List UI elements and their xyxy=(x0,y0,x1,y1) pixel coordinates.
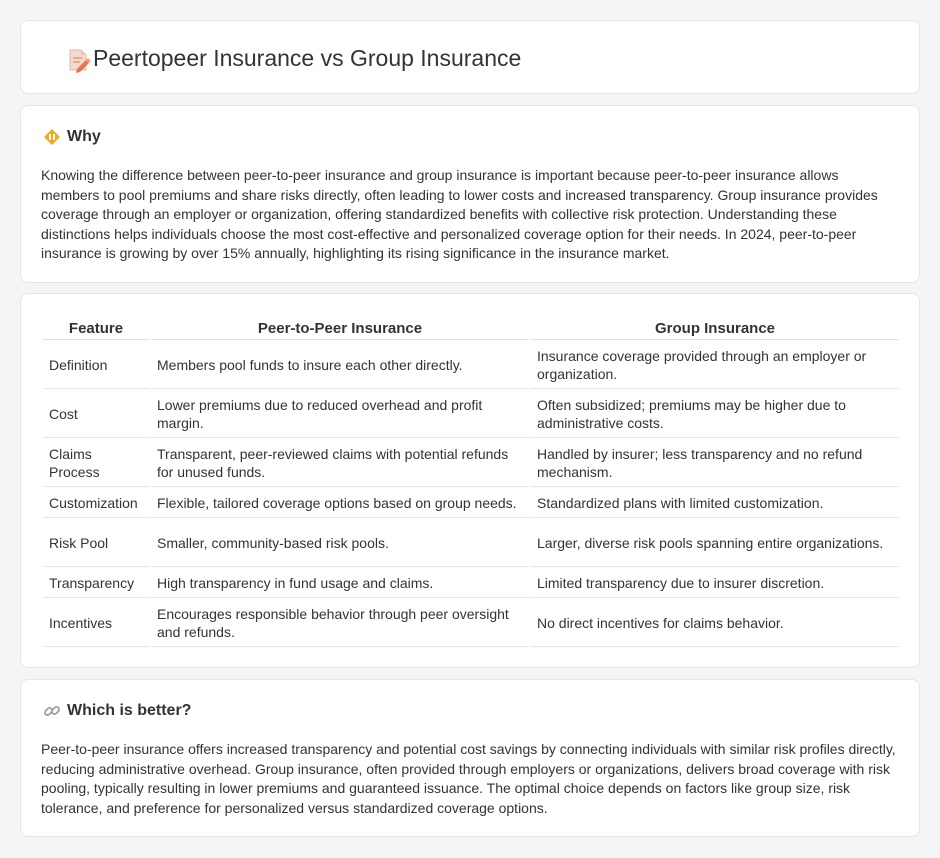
group-cell: No direct incentives for claims behavior. xyxy=(531,600,899,647)
comparison-table-card xyxy=(20,293,920,668)
group-cell: Larger, diverse risk pools spanning entire organizations. xyxy=(531,520,899,567)
why-section xyxy=(20,105,920,283)
group-cell: Insurance coverage provided through an employer or organization. xyxy=(531,342,899,389)
table-header-row xyxy=(43,316,899,340)
table-row xyxy=(43,391,899,438)
diamond-icon xyxy=(43,128,61,146)
column-header-feature: Feature xyxy=(43,316,149,340)
table-row xyxy=(43,520,899,567)
feature-cell: Claims Process xyxy=(43,440,149,487)
feature-cell: Transparency xyxy=(43,569,149,598)
p2p-cell: Smaller, community-based risk pools. xyxy=(151,520,529,567)
p2p-cell: Members pool funds to insure each other directly. xyxy=(151,342,529,389)
why-heading: Why xyxy=(67,128,101,145)
why-text: Knowing the difference between peer-to-peer insurance and group insurance is important because peer-to-peer insurance allows members to pool premiums and share risks directly, often leading to lower costs and increased transparency. Group insurance provides coverage through an employer or organization, offering standardized benefits with collective risk protection. Understanding these distinctions helps individuals choose the most cost-effective and personalized coverage option for their needs. In 2024, peer-to-peer insurance is growing by over 15% annually, highlighting its rising significance in the insurance market. xyxy=(41,167,878,262)
better-text: Peer-to-peer insurance offers increased transparency and potential cost savings by connecting individuals with similar risk profiles directly, reducing administrative overhead. Group insurance, often provided through employers or organizations, delivers broad coverage with risk pooling, typically resulting in lower premiums and guaranteed issuance. The optimal choice depends on factors like group size, risk tolerance, and preference for personalized versus standardized coverage options. xyxy=(41,741,896,816)
group-cell: Often subsidized; premiums may be higher due to administrative costs. xyxy=(531,391,899,438)
page-title: Peertopeer Insurance vs Group Insurance xyxy=(93,45,522,71)
better-heading-row xyxy=(43,702,191,720)
feature-cell: Customization xyxy=(43,489,149,518)
why-heading-row xyxy=(43,128,101,146)
feature-cell: Risk Pool xyxy=(43,520,149,567)
table-row xyxy=(43,600,899,647)
comparison-table xyxy=(41,314,901,649)
table-row xyxy=(43,342,899,389)
table-row xyxy=(43,569,899,598)
group-cell: Handled by insurer; less transparency and no refund mechanism. xyxy=(531,440,899,487)
table-row xyxy=(43,440,899,487)
document-pencil-icon xyxy=(65,47,91,73)
group-cell: Limited transparency due to insurer discretion. xyxy=(531,569,899,598)
group-cell: Standardized plans with limited customization. xyxy=(531,489,899,518)
column-header-group: Group Insurance xyxy=(531,316,899,340)
feature-cell: Cost xyxy=(43,391,149,438)
header-card xyxy=(20,20,920,94)
p2p-cell: Encourages responsible behavior through peer oversight and refunds. xyxy=(151,600,529,647)
column-header-p2p: Peer-to-Peer Insurance xyxy=(151,316,529,340)
feature-cell: Definition xyxy=(43,342,149,389)
better-heading: Which is better? xyxy=(67,702,192,719)
p2p-cell: Flexible, tailored coverage options based on group needs. xyxy=(151,489,529,518)
p2p-cell: High transparency in fund usage and claims. xyxy=(151,569,529,598)
p2p-cell: Lower premiums due to reduced overhead and profit margin. xyxy=(151,391,529,438)
link-icon xyxy=(43,702,61,720)
table-row xyxy=(43,489,899,518)
feature-cell: Incentives xyxy=(43,600,149,647)
which-is-better-section xyxy=(20,679,920,837)
p2p-cell: Transparent, peer-reviewed claims with potential refunds for unused funds. xyxy=(151,440,529,487)
